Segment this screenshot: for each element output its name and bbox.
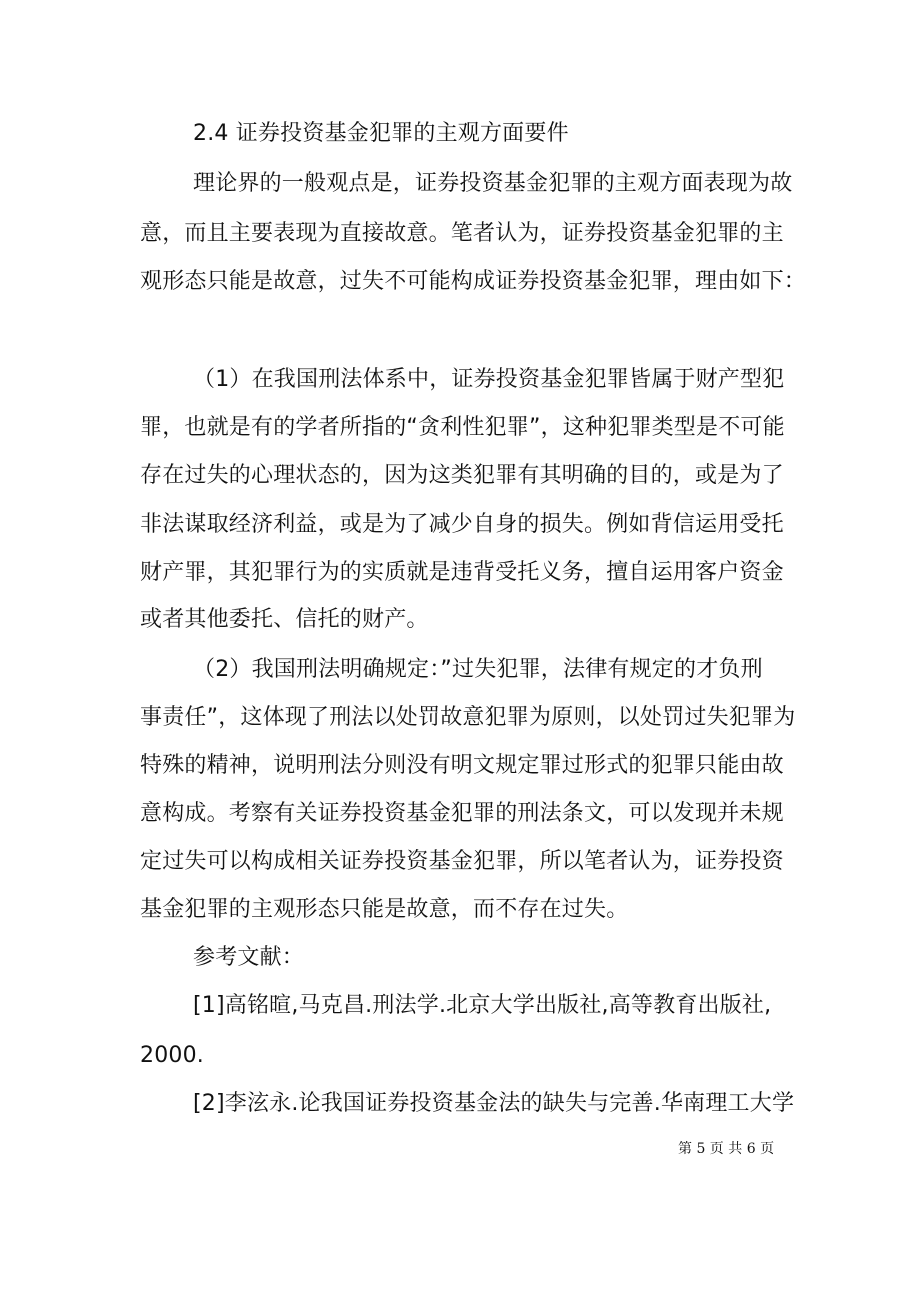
reference-2-line-1: [2]李泫永.论我国证券投资基金法的缺失与完善.华南理工大学 <box>193 1091 795 1116</box>
intro-line-1: 理论界的一般观点是，证券投资基金犯罪的主观方面表现为故 <box>193 171 793 196</box>
point1-line-5: 财产罪，其犯罪行为的实质就是违背受托义务，擅自运用客户资金 <box>140 560 784 585</box>
reference-1-line-2: 2000. <box>140 1043 204 1068</box>
page-number-footer: 第 5 页 共 6 页 <box>678 1141 775 1157</box>
point1-line-3: 存在过失的心理状态的，因为这类犯罪有其明确的目的，或是为了 <box>140 463 784 488</box>
point2-line-2: 事责任”，这体现了刑法以处罚故意犯罪为原则，以处罚过失犯罪为 <box>140 705 796 730</box>
references-heading: 参考文献： <box>193 945 305 970</box>
intro-line-3: 观形态只能是故意，过失不可能构成证券投资基金犯罪，理由如下： <box>140 269 807 294</box>
reference-1-line-1: [1]高铭暄,马克昌.刑法学.北京大学出版社,高等教育出版社, <box>193 993 772 1018</box>
point2-line-6: 基金犯罪的主观形态只能是故意，而不存在过失。 <box>140 897 629 922</box>
point2-line-4: 意构成。考察有关证券投资基金犯罪的刑法条文，可以发现并未规 <box>140 801 784 826</box>
point1-line-4: 非法谋取经济利益，或是为了减少自身的损失。例如背信运用受托 <box>140 512 784 537</box>
point1-line-6: 或者其他委托、信托的财产。 <box>140 607 429 632</box>
point1-line-2: 罪，也就是有的学者所指的“贪利性犯罪”，这种犯罪类型是不可能 <box>140 415 785 440</box>
point2-line-1: （2）我国刑法明确规定：”过失犯罪，法律有规定的才负刑 <box>193 657 763 682</box>
intro-line-2: 意，而且主要表现为直接故意。笔者认为，证券投资基金犯罪的主 <box>140 221 784 246</box>
point2-line-3: 特殊的精神，说明刑法分则没有明文规定罪过形式的犯罪只能由故 <box>140 753 784 778</box>
point1-line-1: （1）在我国刑法体系中，证券投资基金犯罪皆属于财产型犯 <box>193 367 785 392</box>
point2-line-5: 定过失可以构成相关证券投资基金犯罪，所以笔者认为，证券投资 <box>140 849 784 874</box>
section-heading: 2.4 证券投资基金犯罪的主观方面要件 <box>193 121 569 146</box>
